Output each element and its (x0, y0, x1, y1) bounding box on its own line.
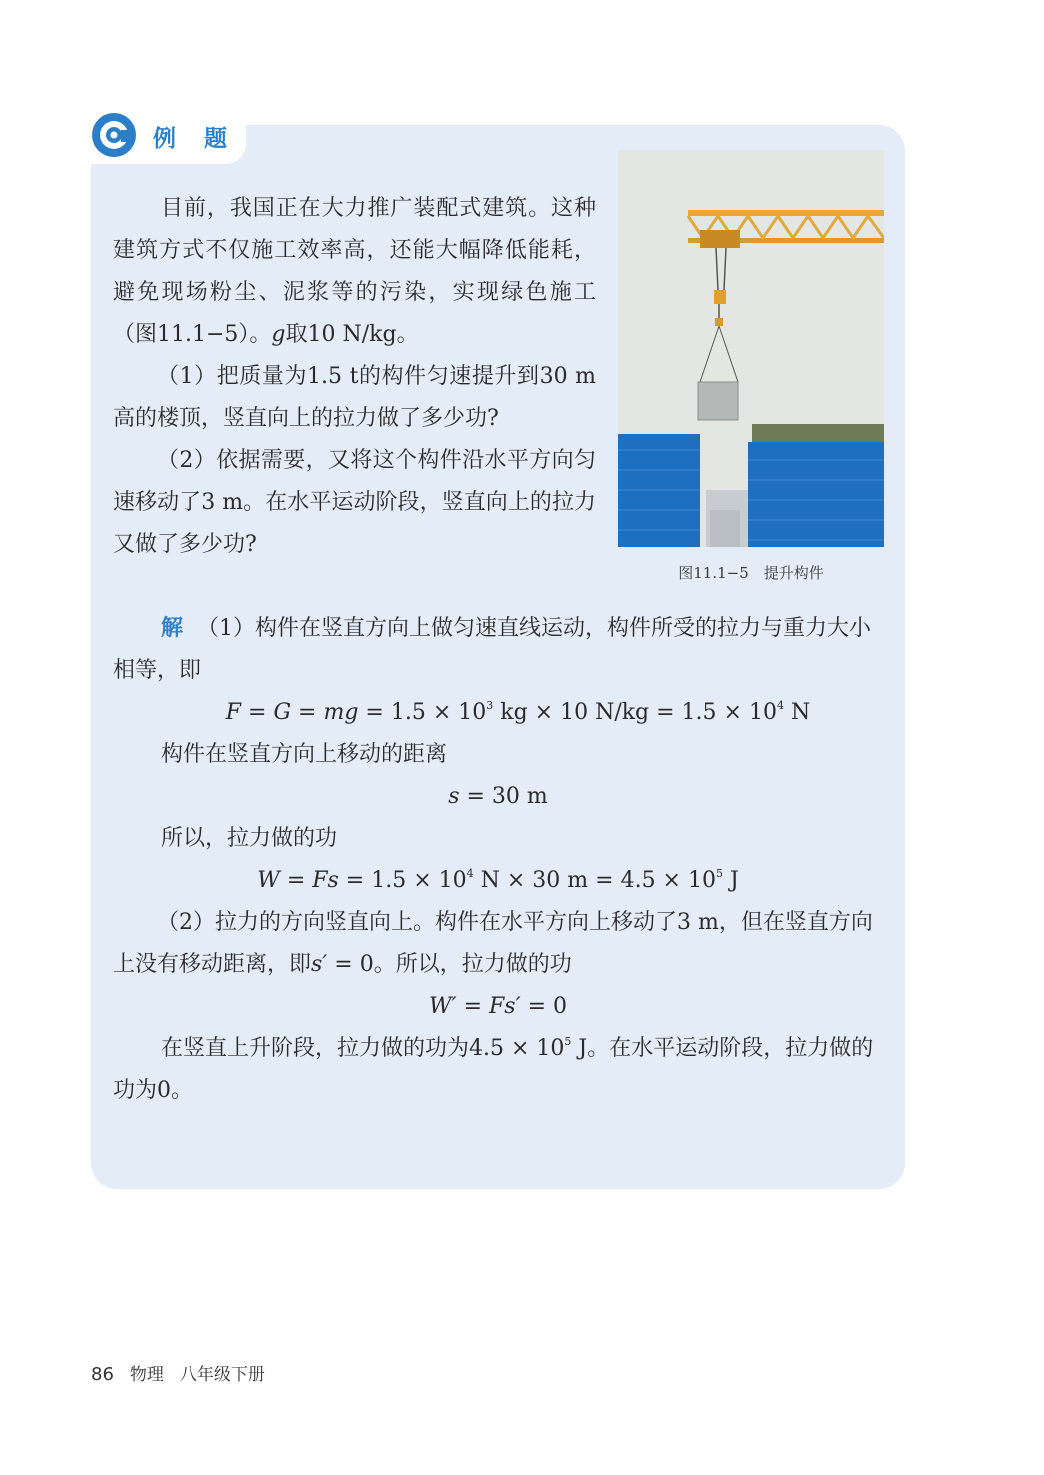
crane-lifting-photo (618, 150, 884, 547)
equation-force: F = G = mg = $1.5 \times 10^3$ kg × 10 $N/kg = 1.5 \times 10^4$ N (225, 699, 811, 725)
footer-grade: 八年级下册 (179, 1365, 265, 1385)
problem-intro: 目前，我国正在大力推广装配式建筑。这种建筑方式不仅施工效率高，还能大幅降低能耗，避免现场粉尘、泥浆等的污染，实现绿色施工（图11.1−5）。g取10 N/kg。 (113, 196, 596, 347)
solution-part1: 解 （1）构件在竖直方向上做匀速直线运动，构件所受的拉力与重力大小相等，即 (113, 616, 872, 683)
question-1: （1）把质量为1.5 t的构件匀速提升到30 m高的楼顶，竖直向上的拉力做了多少功? (113, 364, 596, 431)
solution-distance-text: 构件在竖直方向上移动的距离 (161, 742, 448, 767)
footer-subject: 物理 (129, 1365, 164, 1385)
figure-caption: 图11.1−5 提升构件 (678, 564, 824, 582)
solution-part2: （2）拉力的方向竖直向上。构件在水平方向上移动了3 m，但在竖直方向上没有移动距离，即s′ = 0。所以，拉力做的功 (113, 910, 873, 977)
question-2: （2）依据需要，又将这个构件沿水平方向匀速移动了3 m。在水平运动阶段，竖直向上的拉力又做了多少功? (113, 448, 596, 557)
equation-work-horizontal: W′ = Fs′ = 0 (428, 994, 567, 1019)
page-number: 86 (91, 1364, 114, 1385)
example-title: 例 题 (153, 126, 238, 152)
solution-work-text: 所以，拉力做的功 (161, 826, 338, 851)
solution-conclusion: 在竖直上升阶段，拉力做的功为$4.5 \times 10^5$ J。在水平运动阶段，拉力做的功为0。 (113, 1035, 874, 1103)
equation-work: $W = Fs = 1.5 \times 10^4$ N × 30 $m = 4.5 \times 10^5$ J (257, 867, 739, 893)
equation-distance: s = 30 m (448, 784, 548, 809)
target-icon (91, 112, 137, 158)
page-footer (91, 1360, 265, 1385)
